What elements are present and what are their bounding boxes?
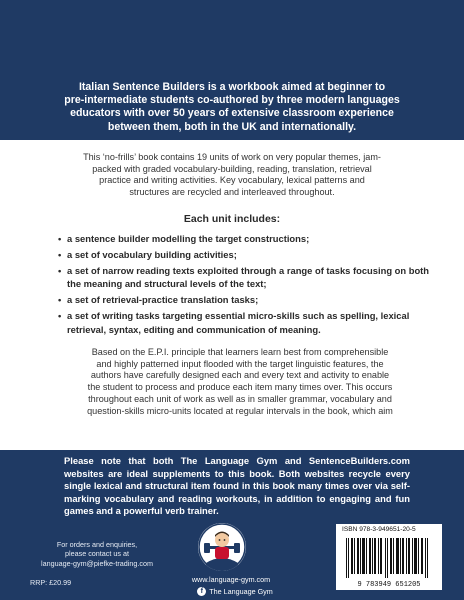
contact-email-link[interactable]: language-gym@piefke-trading.com: [41, 558, 153, 568]
description-paragraph: [58, 152, 406, 198]
epi-line: and highly patterned input flooded with the target linguistic features, the: [96, 358, 384, 369]
website-link[interactable]: www.language-gym.com: [191, 575, 271, 584]
contact-info: [22, 540, 172, 568]
rrp-price: RRP: £20.99: [30, 578, 72, 587]
unit-contents-list: [58, 232, 430, 339]
description-line: This ‘no-frills’ book contains 19 units of work on very popular themes, jam-: [83, 152, 381, 162]
facebook-link[interactable]: [170, 587, 300, 596]
bullet-icon: •: [58, 233, 62, 244]
websites-note: Please note that both The Language Gym and SentenceBuilders.com websites are ideal supplements to this book. Both websites recycle every single lexical and structural item found in this book many times over via self-marking vocabulary and reading workouts, in addition to engaging and fun games and a powerful verb trainer.: [64, 455, 410, 517]
intro-paragraph: [40, 81, 424, 134]
epi-line: question-skills micro-units located at regular intervals in the book, which aim: [87, 405, 393, 416]
facebook-icon: f: [197, 587, 206, 596]
list-item: • a set of retrieval-practice translation tasks;: [58, 294, 259, 306]
epi-line: Based on the E.P.I. principle that learners learn best from comprehensible: [91, 347, 389, 357]
epi-line: throughout each unit of work as well as in smaller grammar, vocabulary and: [88, 393, 392, 404]
epi-line: authors have carefully designed each and every text and activity to enable: [90, 370, 390, 381]
contact-line: please contact us at: [65, 549, 129, 559]
intro-line: Italian Sentence Builders is a workbook aimed at beginner to: [78, 81, 386, 93]
epi-line: the student to process and produce each item many times over. This occurs: [87, 382, 393, 393]
facebook-label: The Language Gym: [209, 587, 273, 596]
language-gym-logo-icon: [198, 523, 246, 571]
list-item: • a sentence builder modelling the target constructions;: [58, 233, 310, 244]
barcode-digits: 9 783949 651205: [357, 581, 421, 588]
description-line: packed with graded vocabulary-building, reading, translation, retrieval: [92, 163, 372, 174]
intro-line: educators with over 50 years of extensive classroom experience: [70, 107, 394, 120]
list-item: • a set of narrow reading texts exploited through a range of tasks focusing on both the meaning and structural levels of the text;: [58, 264, 430, 290]
description-line: practice and writing activities. Key vocabulary, lexical patterns and: [99, 175, 365, 186]
bullet-icon: •: [58, 309, 62, 321]
list-item: • a set of writing tasks targeting essential micro-skills such as spelling, lexical retrieval, syntax, editing and communication of meaning.: [58, 309, 410, 335]
bullet-icon: •: [58, 248, 62, 260]
list-item: • a set of vocabulary building activities;: [58, 248, 237, 260]
each-unit-heading: Each unit includes:: [183, 213, 281, 225]
barcode-panel: [336, 524, 442, 590]
bullet-icon: •: [58, 264, 62, 276]
bullet-icon: •: [58, 294, 62, 306]
intro-line: pre-intermediate students co-authored by three modern languages: [64, 94, 400, 107]
barcode-icon: [340, 538, 438, 588]
contact-line: For orders and enquiries,: [56, 540, 138, 549]
intro-line: between them, both in the UK and internationally.: [107, 120, 357, 133]
description-line: structures are recycled and interleaved throughout.: [129, 186, 335, 197]
epi-paragraph: [70, 347, 410, 417]
isbn-number: ISBN 978-3-949651-20-5: [342, 526, 416, 533]
